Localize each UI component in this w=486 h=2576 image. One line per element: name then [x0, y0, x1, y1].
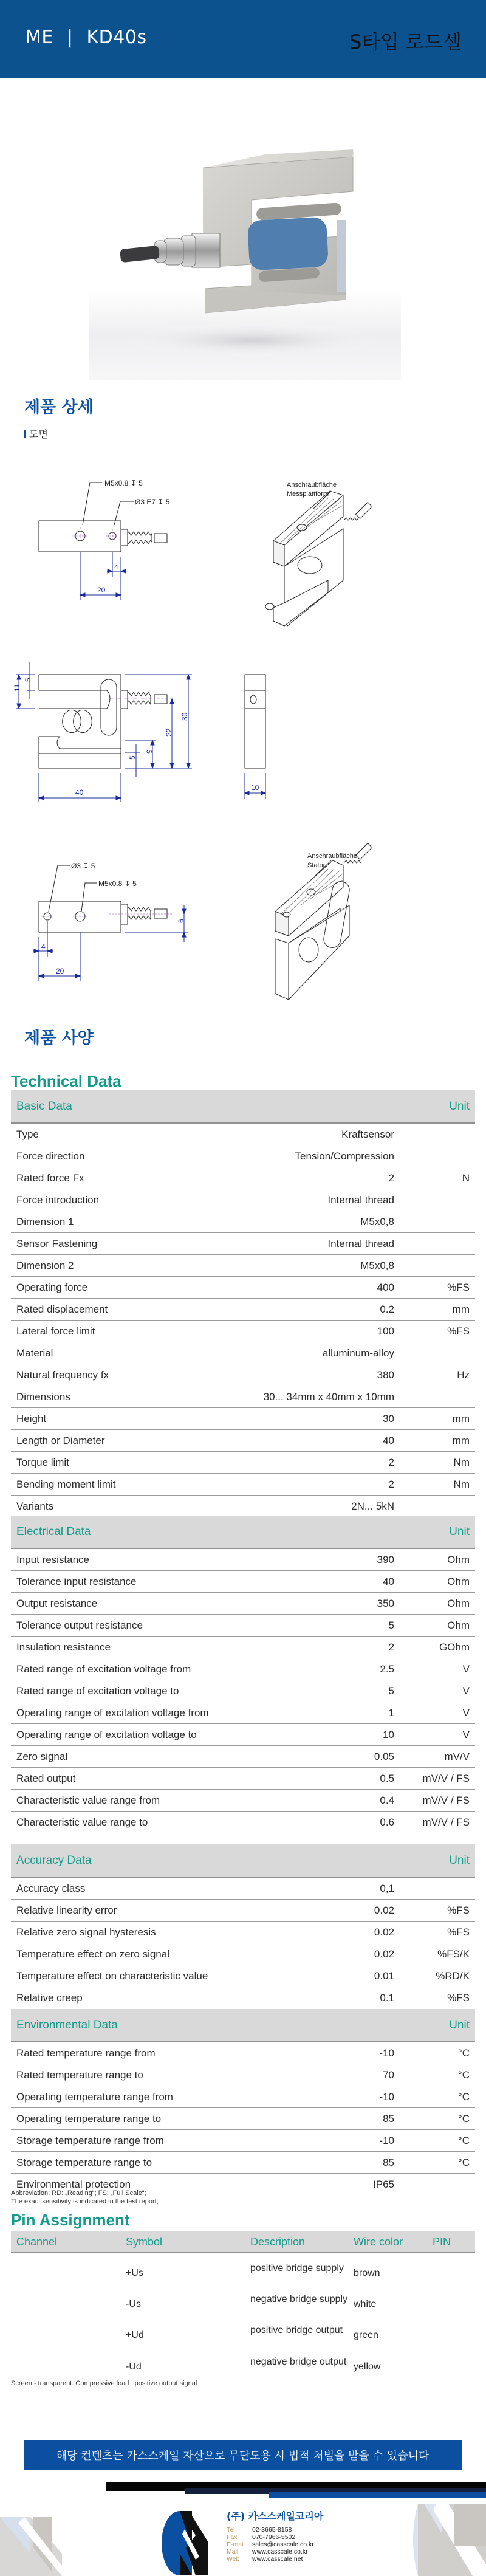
- spec-unit: Nm: [453, 1478, 470, 1490]
- spec-table-unit-header: Unit: [449, 2018, 470, 2032]
- spec-label: Force introduction: [16, 1194, 100, 1206]
- spec-unit: mm: [452, 1434, 470, 1446]
- spec-row: [11, 1386, 475, 1408]
- contact-key: Web: [227, 2555, 240, 2563]
- spec-unit: %FS: [447, 1904, 470, 1916]
- pin-symbol: -Us: [126, 2299, 141, 2309]
- spec-value: 70: [383, 2069, 394, 2081]
- spec-unit: mV/V / FS: [422, 1816, 470, 1828]
- spec-unit: °C: [457, 2090, 470, 2103]
- spec-row: [11, 1637, 475, 1658]
- technical-data-title: Technical Data: [11, 1072, 122, 1090]
- top-view-dim-4: 4: [114, 563, 118, 571]
- spec-row: [11, 1474, 475, 1496]
- contact-key: Fax: [227, 2533, 238, 2541]
- subtitle-marker: [24, 430, 26, 438]
- front-dim-9: 9: [145, 749, 154, 754]
- drawing-subtitle: [24, 427, 48, 441]
- spec-row: [11, 1593, 475, 1615]
- contact-value[interactable]: www.casscale.co.kr: [252, 2548, 308, 2555]
- spec-label: Input resistance: [16, 1553, 90, 1565]
- spec-value: 380: [377, 1369, 394, 1381]
- spec-label: Dimension 2: [16, 1259, 74, 1271]
- spec-row: [11, 1496, 475, 1517]
- pin-wire-color: brown: [354, 2268, 380, 2278]
- drawing-side-view: [243, 644, 486, 826]
- contact-line: [227, 2533, 323, 2541]
- bottom-view-dim-6: 6: [177, 919, 185, 923]
- pin-col-wire-color: Wire color: [354, 2235, 403, 2248]
- company-name: (주) 카스스케일코리아: [227, 2510, 324, 2522]
- spec-label: Operating range of excitation voltage from: [16, 1706, 209, 1719]
- pin-row: [11, 2284, 475, 2315]
- spec-row: [11, 1211, 475, 1233]
- contact-line: [227, 2541, 323, 2548]
- spec-value: 0.5: [380, 1772, 394, 1784]
- spec-label: Rated displacement: [16, 1303, 108, 1315]
- spec-value: M5x0,8: [360, 1259, 394, 1271]
- product-type-label: S타입 로드셀: [349, 30, 462, 53]
- spec-row: [11, 1145, 475, 1167]
- spec-table-header: [11, 2009, 475, 2042]
- spec-table-header: [11, 1516, 475, 1549]
- spec-value: 2N... 5kN: [351, 1500, 394, 1512]
- spec-value: 0,1: [380, 1882, 394, 1894]
- spec-value: 2: [388, 1456, 394, 1468]
- spec-row: [11, 1321, 475, 1342]
- spec-row: [11, 1878, 475, 1900]
- pin-symbol: +Ud: [126, 2330, 144, 2340]
- spec-unit: °C: [457, 2134, 470, 2146]
- accuracy-data-table: [11, 1844, 475, 2009]
- spec-value: IP65: [373, 2179, 394, 2190]
- spec-unit: %FS: [447, 1926, 470, 1938]
- load-cell-illustration: [89, 79, 401, 380]
- spec-label: Variants: [16, 1500, 54, 1512]
- front-dim-5-top: 5: [24, 678, 32, 682]
- spec-row: [11, 1549, 475, 1571]
- spec-value: 2: [388, 1172, 394, 1184]
- spec-row: [11, 2064, 475, 2086]
- spec-value: 390: [377, 1553, 394, 1565]
- electrical-data-table: [11, 1516, 475, 1833]
- spec-value: -10: [379, 2090, 394, 2103]
- spec-label: Height: [16, 1412, 47, 1424]
- spec-value: 85: [383, 2112, 394, 2124]
- pin-table-header: [11, 2231, 475, 2253]
- spec-row: [11, 1167, 475, 1189]
- spec-value: 0.02: [374, 1904, 394, 1916]
- pin-description: positive bridge supply: [250, 2263, 344, 2273]
- spec-value: 400: [377, 1281, 394, 1293]
- spec-row: [11, 1255, 475, 1277]
- spec-label: Length or Diameter: [16, 1434, 105, 1446]
- spec-label: Tolerance input resistance: [16, 1575, 137, 1587]
- spec-unit: mV/V: [444, 1750, 470, 1762]
- drawing-subtitle-label: 도면: [29, 428, 48, 440]
- spec-label: Rated temperature range to: [16, 2069, 143, 2081]
- spec-label: Dimensions: [16, 1390, 70, 1403]
- pin-row: [11, 2346, 475, 2377]
- side-dim-10: 10: [251, 783, 259, 792]
- spec-row: [11, 1233, 475, 1255]
- basic-data-table: [11, 1090, 475, 1517]
- spec-value: alluminum-alloy: [322, 1347, 394, 1359]
- spec-label: Rated range of excitation voltage from: [16, 1663, 191, 1675]
- spec-label: Rated temperature range from: [16, 2047, 156, 2059]
- spec-value: 0.6: [380, 1816, 394, 1828]
- spec-value: M5x0,8: [360, 1215, 394, 1228]
- spec-row: [11, 1452, 475, 1474]
- spec-label: Storage temperature range from: [16, 2134, 164, 2146]
- spec-label: Temperature effect on characteristic value: [16, 1970, 208, 1982]
- spec-row: [11, 2108, 475, 2130]
- abbreviation-note: [11, 2189, 159, 2206]
- spec-label: Torque limit: [16, 1456, 69, 1468]
- company-logo: [162, 2511, 208, 2575]
- spec-row: [11, 1724, 475, 1746]
- spec-row: [11, 1680, 475, 1702]
- spec-value: -10: [379, 2134, 394, 2146]
- spec-row: [11, 1277, 475, 1299]
- spec-unit: Ohm: [447, 1597, 470, 1609]
- spec-label: Characteristic value range to: [16, 1816, 148, 1828]
- spec-unit: Ohm: [447, 1575, 470, 1587]
- abbreviation-note-line1: Abbreviation: RD: „Reading“; FS: „Full Scale“;: [11, 2190, 146, 2197]
- spec-value: 1: [388, 1706, 394, 1719]
- spec-value: 30... 34mm x 40mm x 10mm: [263, 1390, 394, 1403]
- contact-value: 070-7966-5502: [252, 2533, 296, 2541]
- spec-label: Insulation resistance: [16, 1641, 111, 1653]
- pin-row: [11, 2253, 475, 2284]
- pin-wire-color: green: [354, 2330, 378, 2340]
- spec-value: 2: [388, 1641, 394, 1653]
- spec-value: 0.01: [374, 1970, 394, 1982]
- spec-unit: °C: [457, 2112, 470, 2124]
- spec-value: 0.05: [374, 1750, 394, 1762]
- section-title-spec: 제품 사양: [24, 1029, 94, 1048]
- bottom-view-callout-pin: Ø3 ↧ 5: [71, 862, 95, 870]
- bottom-view-dim-20: 20: [56, 967, 64, 975]
- contact-line: [227, 2555, 323, 2563]
- spec-unit: Nm: [453, 1456, 470, 1468]
- spec-label: Force direction: [16, 1150, 85, 1162]
- spec-unit: V: [462, 1685, 470, 1697]
- spec-row: [11, 1571, 475, 1593]
- spec-value: 2: [388, 1478, 394, 1490]
- spec-unit: mV/V / FS: [422, 1794, 470, 1806]
- pin-row: [11, 2315, 475, 2346]
- spec-value: 40: [383, 1434, 394, 1446]
- pin-col-description: Description: [250, 2236, 306, 2248]
- top-view-callout-thread: M5x0.8 ↧ 5: [104, 479, 143, 487]
- watermark-logo-left: [0, 2517, 62, 2576]
- iso-stator-label-line1: Anschraubfläche: [307, 853, 357, 860]
- spec-label: Lateral force limit: [16, 1325, 95, 1337]
- contact-value: 02-3665-8158: [252, 2526, 292, 2533]
- brand-label: ME: [26, 27, 53, 48]
- spec-label: Type: [16, 1128, 39, 1140]
- spec-label: Relative creep: [16, 1992, 83, 2004]
- iso-stator-label-line2: Stator: [307, 862, 326, 869]
- spec-row: [11, 1658, 475, 1680]
- spec-unit: GOhm: [439, 1641, 470, 1653]
- pin-col-channel: Channel: [16, 2235, 58, 2248]
- model-label: KD40s: [86, 27, 147, 48]
- spec-unit: mV/V / FS: [422, 1772, 470, 1784]
- spec-unit: mm: [452, 1303, 470, 1315]
- spec-row: [11, 1615, 475, 1637]
- spec-table-header: [11, 1090, 475, 1124]
- spec-label: Relative zero signal hysteresis: [16, 1926, 156, 1938]
- spec-unit: %FS: [447, 1325, 470, 1337]
- spec-unit: °C: [457, 2156, 470, 2168]
- spec-value: 100: [377, 1325, 394, 1337]
- bottom-view-callout-thread: M5x0.8 ↧ 5: [98, 879, 137, 888]
- pin-col-symbol: Symbol: [126, 2235, 163, 2248]
- environmental-data-table: [11, 2009, 475, 2196]
- spec-label: Zero signal: [16, 1750, 68, 1762]
- spec-row: [11, 1408, 475, 1430]
- contact-line: [227, 2548, 323, 2555]
- drawing-iso-stator: [243, 839, 486, 1021]
- contact-value[interactable]: www.casscale.net: [252, 2555, 303, 2563]
- spec-value: -10: [379, 2047, 394, 2059]
- spec-row: [11, 1943, 475, 1965]
- header-separator: |: [66, 27, 74, 48]
- contact-line: [227, 2526, 323, 2533]
- spec-unit: mm: [452, 1412, 470, 1424]
- spec-label: Characteristic value range from: [16, 1794, 160, 1806]
- iso-top-label-line2: Messplattform: [287, 490, 329, 498]
- spec-value: 10: [383, 1728, 394, 1740]
- spec-unit: °C: [457, 2047, 470, 2059]
- spec-row: [11, 1342, 475, 1364]
- front-dim-40: 40: [75, 788, 84, 797]
- spec-row: [11, 1124, 475, 1145]
- watermark-logo-right: [382, 2504, 486, 2576]
- front-dim-22: 22: [165, 728, 173, 737]
- spec-unit: %FS: [447, 1992, 470, 2004]
- spec-label: Rated force Fx: [16, 1172, 84, 1184]
- spec-unit: Hz: [457, 1369, 470, 1381]
- spec-table-unit-header: Unit: [449, 1099, 470, 1113]
- spec-value: 2.5: [380, 1663, 394, 1675]
- spec-value: 350: [377, 1597, 394, 1609]
- drawing-bottom-view: [0, 839, 243, 1021]
- pin-assignment-note: Screen - transparent. Compressive load : positive output signal: [11, 2380, 197, 2387]
- pin-description: negative bridge supply: [250, 2294, 348, 2304]
- spec-row: [11, 1364, 475, 1386]
- spec-unit: Ohm: [447, 1619, 470, 1631]
- spec-value: Tension/Compression: [295, 1150, 394, 1162]
- spec-label: Operating temperature range from: [16, 2090, 173, 2103]
- spec-value: 40: [383, 1575, 394, 1587]
- spec-value: Internal thread: [327, 1194, 394, 1206]
- company-contact-block: [227, 2509, 323, 2563]
- spec-row: [11, 1299, 475, 1321]
- bottom-view-dim-4: 4: [41, 943, 46, 951]
- pin-symbol: -Ud: [126, 2361, 142, 2372]
- spec-label: Environmental protection: [16, 2179, 131, 2190]
- spec-value: 5: [388, 1619, 394, 1631]
- spec-unit: %RD/K: [436, 1970, 470, 1982]
- spec-value: 0.4: [380, 1794, 394, 1806]
- spec-unit: V: [462, 1728, 470, 1740]
- product-photo: [89, 79, 401, 380]
- pin-assignment-table: [11, 2231, 475, 2377]
- spec-table-title: Basic Data: [16, 1099, 72, 1113]
- pin-description: negative bridge output: [250, 2356, 347, 2367]
- spec-label: Temperature effect on zero signal: [16, 1948, 169, 1960]
- spec-row: [11, 1900, 475, 1922]
- spec-row: [11, 1790, 475, 1812]
- spec-label: Sensor Fastening: [16, 1237, 98, 1249]
- spec-unit: V: [462, 1706, 470, 1719]
- spec-value: Internal thread: [327, 1237, 394, 1249]
- spec-unit: V: [462, 1663, 470, 1675]
- contact-key: Mall: [227, 2548, 239, 2555]
- spec-label: Relative linearity error: [16, 1904, 117, 1916]
- spec-row: [11, 1965, 475, 1987]
- spec-unit: %FS/K: [437, 1948, 470, 1960]
- spec-unit: °C: [457, 2069, 470, 2081]
- spec-table-title: Accuracy Data: [16, 1853, 92, 1867]
- contact-key: E-mail: [227, 2541, 245, 2548]
- pin-wire-color: yellow: [354, 2361, 381, 2372]
- front-dim-30: 30: [180, 712, 189, 721]
- copyright-banner: 해당 컨텐츠는 카스스케일 자산으로 무단도용 시 법적 처벌을 받을 수 있습니다: [24, 2440, 462, 2470]
- spec-row: [11, 1702, 475, 1724]
- decorative-stripe-blue: [269, 2492, 486, 2498]
- front-dim-11: 11: [13, 684, 21, 692]
- contact-value[interactable]: sales@casscale.co.kr: [252, 2541, 314, 2548]
- spec-label: Storage temperature range to: [16, 2156, 152, 2168]
- spec-value: 0.2: [380, 1303, 394, 1315]
- front-dim-5-bottom: 5: [128, 755, 137, 760]
- spec-label: Tolerance output resistance: [16, 1619, 143, 1631]
- spec-value: 0.1: [380, 1992, 394, 2004]
- spec-row: [11, 1768, 475, 1790]
- spec-label: Bending moment limit: [16, 1478, 116, 1490]
- spec-label: Rated range of excitation voltage to: [16, 1685, 179, 1697]
- top-view-dim-20: 20: [97, 586, 106, 594]
- drawing-iso-measuring-platform: [243, 462, 486, 644]
- drawing-top-view: [0, 462, 243, 644]
- spec-row: [11, 2130, 475, 2152]
- spec-label: Operating temperature range to: [16, 2112, 162, 2124]
- spec-table-header: [11, 1844, 475, 1878]
- pin-description: positive bridge output: [250, 2325, 343, 2335]
- spec-value: 0.02: [374, 1926, 394, 1938]
- spec-label: Operating force: [16, 1281, 88, 1293]
- spec-row: [11, 1746, 475, 1768]
- spec-label: Accuracy class: [16, 1882, 86, 1894]
- pin-col-pin: PIN: [433, 2235, 451, 2248]
- spec-value: 30: [383, 1412, 394, 1424]
- spec-row: [11, 1189, 475, 1211]
- iso-top-label-line1: Anschraubfläche: [287, 481, 337, 489]
- spec-value: 0.02: [374, 1948, 394, 1960]
- page-header: [0, 0, 486, 78]
- top-view-callout-pin: Ø3 E7 ↧ 5: [135, 498, 170, 506]
- pin-wire-color: white: [354, 2299, 377, 2309]
- spec-table-title: Environmental Data: [16, 2018, 118, 2032]
- spec-unit: Ohm: [447, 1553, 470, 1565]
- spec-label: Operating range of excitation voltage to: [16, 1728, 197, 1740]
- pin-symbol: +Us: [126, 2268, 143, 2278]
- spec-label: Natural frequency fx: [16, 1369, 109, 1381]
- contact-key: Tel: [227, 2526, 235, 2533]
- spec-row: [11, 2086, 475, 2108]
- spec-label: Rated output: [16, 1772, 76, 1784]
- header-brand-model: [26, 27, 147, 48]
- spec-unit: %FS: [447, 1281, 470, 1293]
- spec-value: 5: [388, 1685, 394, 1697]
- drawing-front-view: [0, 644, 243, 826]
- spec-label: Output resistance: [16, 1597, 98, 1609]
- spec-row: [11, 2042, 475, 2064]
- pin-assignment-title: Pin Assignment: [11, 2211, 130, 2229]
- spec-row: [11, 1812, 475, 1833]
- spec-row: [11, 1430, 475, 1452]
- spec-table-unit-header: Unit: [449, 1853, 470, 1867]
- spec-value: 85: [383, 2156, 394, 2168]
- spec-table-unit-header: Unit: [449, 1525, 470, 1538]
- spec-value: Kraftsensor: [341, 1128, 394, 1140]
- spec-row: [11, 1987, 475, 2009]
- spec-unit: N: [462, 1172, 470, 1184]
- abbreviation-note-line2: The exact sensitivity is indicated in the test report;: [11, 2198, 159, 2205]
- spec-table-title: Electrical Data: [16, 1525, 91, 1538]
- spec-row: [11, 1922, 475, 1943]
- section-title-detail: 제품 상세: [24, 398, 94, 417]
- spec-label: Dimension 1: [16, 1215, 74, 1228]
- spec-row: [11, 2152, 475, 2174]
- spec-label: Material: [16, 1347, 53, 1359]
